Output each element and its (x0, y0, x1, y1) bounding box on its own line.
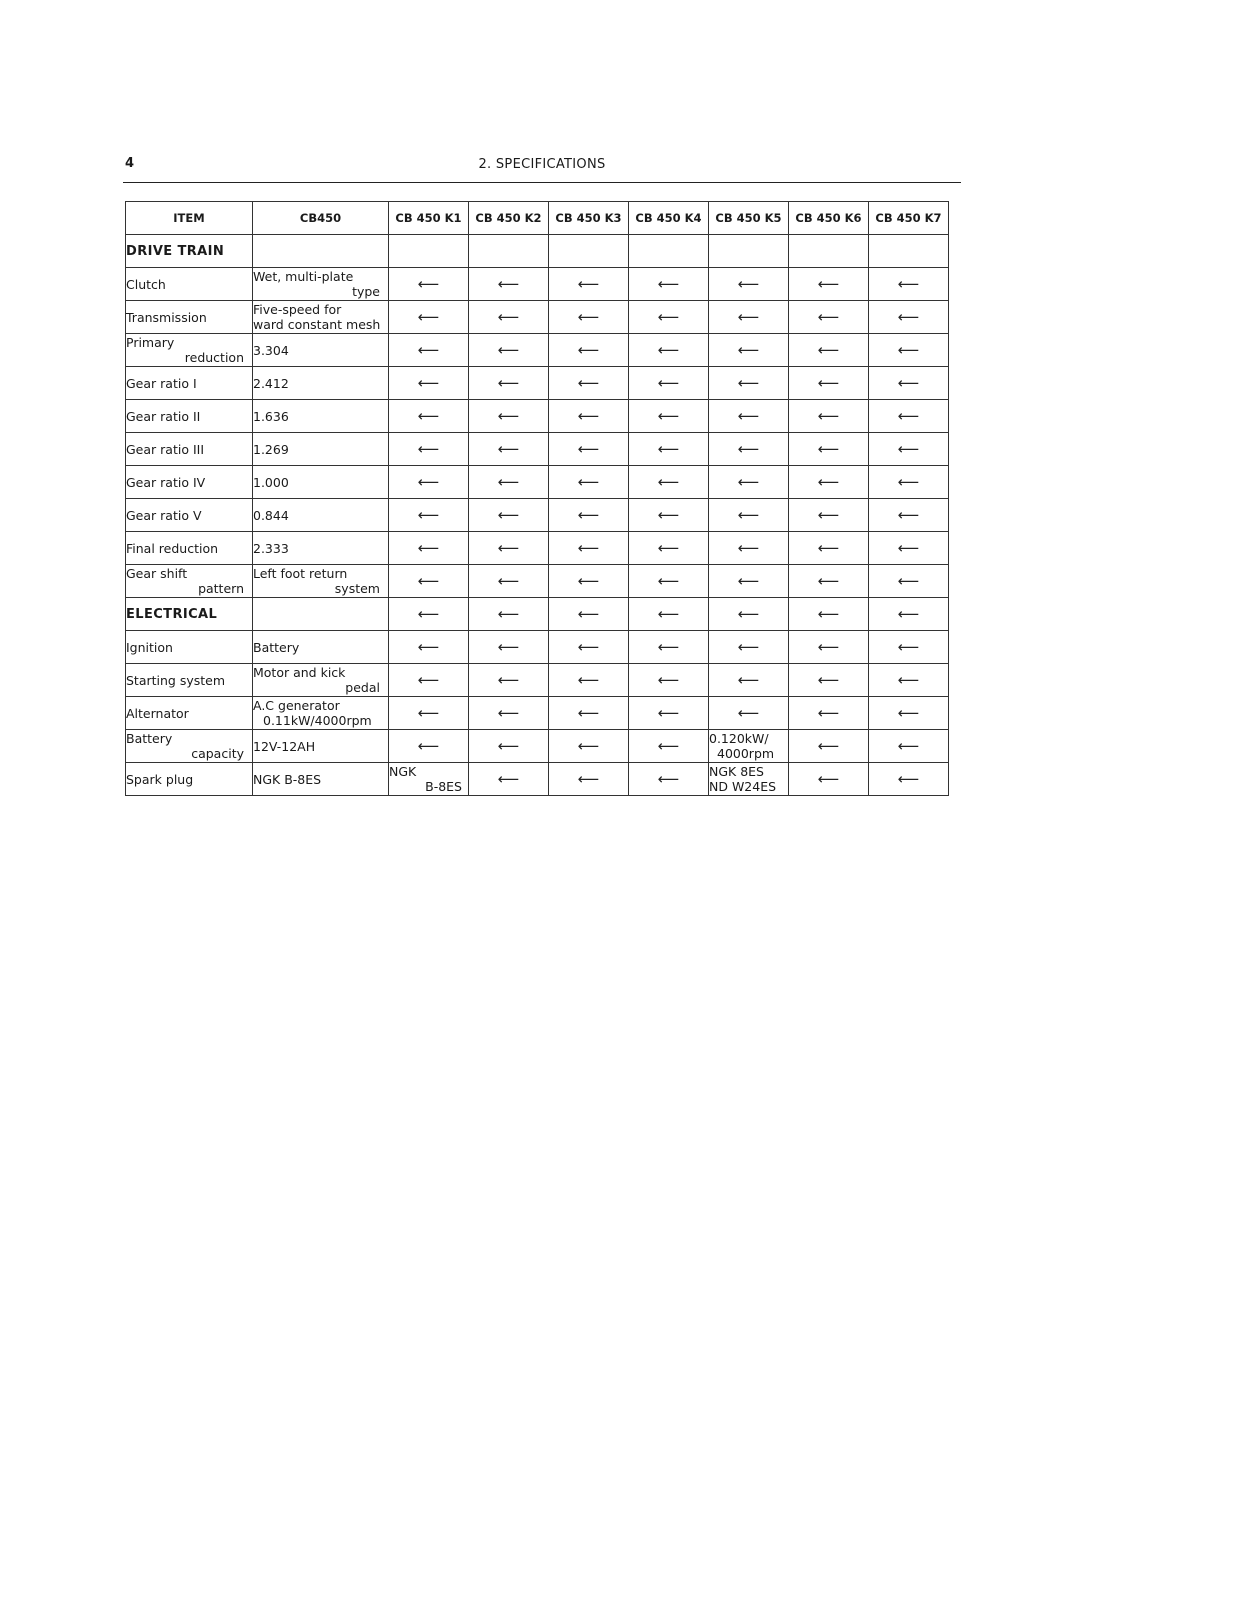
section-heading: DRIVE TRAIN (126, 235, 253, 268)
table-row (126, 565, 949, 598)
same-as-left-arrow: ⟵ (549, 400, 629, 433)
same-as-left-arrow: ⟵ (869, 532, 949, 565)
same-as-left-arrow: ⟵ (709, 433, 789, 466)
column-header: CB 450 K3 (549, 202, 629, 235)
section-heading: ELECTRICAL (126, 598, 253, 631)
base-value: 1.636 (253, 400, 389, 433)
item-label: Battery capacity (126, 730, 253, 763)
same-as-left-arrow: ⟵ (789, 664, 869, 697)
table-row (126, 499, 949, 532)
same-as-left-arrow: ⟵ (469, 367, 549, 400)
item-label: Gear ratio II (126, 400, 253, 433)
table-row (126, 334, 949, 367)
same-as-left-arrow: ⟵ (869, 697, 949, 730)
same-as-left-arrow: ⟵ (629, 598, 709, 631)
table-header-row (126, 202, 949, 235)
column-header: CB 450 K6 (789, 202, 869, 235)
same-as-left-arrow: ⟵ (869, 433, 949, 466)
same-as-left-arrow: ⟵ (469, 499, 549, 532)
column-header: CB 450 K2 (469, 202, 549, 235)
k1-value: NGK B-8ES (389, 763, 469, 796)
page-number: 4 (125, 156, 135, 171)
base-value: 2.333 (253, 532, 389, 565)
same-as-left-arrow: ⟵ (709, 301, 789, 334)
same-as-left-arrow: ⟵ (549, 466, 629, 499)
item-label: Gear ratio III (126, 433, 253, 466)
same-as-left-arrow: ⟵ (789, 565, 869, 598)
item-label: Clutch (126, 268, 253, 301)
base-value: Five-speed for ward constant mesh (253, 301, 389, 334)
same-as-left-arrow: ⟵ (629, 697, 709, 730)
same-as-left-arrow: ⟵ (709, 565, 789, 598)
table-row (126, 268, 949, 301)
same-as-left-arrow: ⟵ (709, 334, 789, 367)
item-label: Transmission (126, 301, 253, 334)
same-as-left-arrow: ⟵ (869, 466, 949, 499)
same-as-left-arrow: ⟵ (869, 499, 949, 532)
same-as-left-arrow: ⟵ (389, 466, 469, 499)
same-as-left-arrow: ⟵ (789, 400, 869, 433)
same-as-left-arrow: ⟵ (709, 466, 789, 499)
same-as-left-arrow: ⟵ (629, 532, 709, 565)
same-as-left-arrow: ⟵ (629, 400, 709, 433)
base-value: 0.844 (253, 499, 389, 532)
same-as-left-arrow: ⟵ (869, 301, 949, 334)
table-row (126, 664, 949, 697)
table-row (126, 631, 949, 664)
same-as-left-arrow: ⟵ (469, 466, 549, 499)
same-as-left-arrow: ⟵ (549, 598, 629, 631)
item-label: Primary reduction (126, 334, 253, 367)
same-as-left-arrow: ⟵ (869, 631, 949, 664)
table-row (126, 763, 949, 796)
same-as-left-arrow: ⟵ (469, 565, 549, 598)
same-as-left-arrow: ⟵ (629, 730, 709, 763)
same-as-left-arrow: ⟵ (469, 664, 549, 697)
same-as-left-arrow: ⟵ (869, 598, 949, 631)
item-label: Alternator (126, 697, 253, 730)
same-as-left-arrow: ⟵ (789, 301, 869, 334)
same-as-left-arrow: ⟵ (869, 334, 949, 367)
table-row (126, 532, 949, 565)
item-label: Final reduction (126, 532, 253, 565)
same-as-left-arrow: ⟵ (469, 697, 549, 730)
same-as-left-arrow: ⟵ (869, 400, 949, 433)
base-value: 1.269 (253, 433, 389, 466)
table-row (126, 235, 949, 268)
same-as-left-arrow: ⟵ (389, 565, 469, 598)
same-as-left-arrow: ⟵ (629, 499, 709, 532)
same-as-left-arrow: ⟵ (549, 268, 629, 301)
same-as-left-arrow: ⟵ (389, 334, 469, 367)
column-header: CB 450 K5 (709, 202, 789, 235)
same-as-left-arrow: ⟵ (789, 697, 869, 730)
item-label: Spark plug (126, 763, 253, 796)
same-as-left-arrow: ⟵ (709, 631, 789, 664)
same-as-left-arrow: ⟵ (469, 334, 549, 367)
table-row (126, 400, 949, 433)
same-as-left-arrow: ⟵ (629, 763, 709, 796)
same-as-left-arrow: ⟵ (789, 532, 869, 565)
same-as-left-arrow: ⟵ (789, 730, 869, 763)
table-row (126, 466, 949, 499)
same-as-left-arrow: ⟵ (789, 466, 869, 499)
column-header: CB 450 K4 (629, 202, 709, 235)
base-value: 2.412 (253, 367, 389, 400)
same-as-left-arrow: ⟵ (709, 598, 789, 631)
same-as-left-arrow: ⟵ (789, 499, 869, 532)
same-as-left-arrow: ⟵ (709, 697, 789, 730)
same-as-left-arrow: ⟵ (549, 631, 629, 664)
item-label: Gear shift pattern (126, 565, 253, 598)
same-as-left-arrow: ⟵ (789, 268, 869, 301)
table-row (126, 367, 949, 400)
same-as-left-arrow: ⟵ (709, 532, 789, 565)
same-as-left-arrow: ⟵ (389, 301, 469, 334)
same-as-left-arrow: ⟵ (389, 730, 469, 763)
same-as-left-arrow: ⟵ (709, 367, 789, 400)
same-as-left-arrow: ⟵ (389, 532, 469, 565)
item-label: Starting system (126, 664, 253, 697)
same-as-left-arrow: ⟵ (549, 499, 629, 532)
table-row (126, 433, 949, 466)
same-as-left-arrow: ⟵ (869, 565, 949, 598)
base-value: Wet, multi-plate type (253, 268, 389, 301)
same-as-left-arrow: ⟵ (549, 730, 629, 763)
k5-value: NGK 8ES ND W24ES (709, 763, 789, 796)
same-as-left-arrow: ⟵ (389, 631, 469, 664)
same-as-left-arrow: ⟵ (869, 730, 949, 763)
specifications-table (125, 201, 949, 796)
same-as-left-arrow: ⟵ (789, 763, 869, 796)
same-as-left-arrow: ⟵ (629, 631, 709, 664)
same-as-left-arrow: ⟵ (789, 598, 869, 631)
page-title: 2. SPECIFICATIONS (478, 157, 606, 172)
same-as-left-arrow: ⟵ (469, 730, 549, 763)
same-as-left-arrow: ⟵ (549, 301, 629, 334)
base-value: Motor and kick pedal (253, 664, 389, 697)
same-as-left-arrow: ⟵ (869, 367, 949, 400)
same-as-left-arrow: ⟵ (709, 499, 789, 532)
item-label: Gear ratio I (126, 367, 253, 400)
table-row (126, 598, 949, 631)
item-label: Gear ratio IV (126, 466, 253, 499)
same-as-left-arrow: ⟵ (549, 763, 629, 796)
same-as-left-arrow: ⟵ (389, 400, 469, 433)
same-as-left-arrow: ⟵ (389, 697, 469, 730)
same-as-left-arrow: ⟵ (789, 334, 869, 367)
same-as-left-arrow: ⟵ (469, 433, 549, 466)
same-as-left-arrow: ⟵ (709, 664, 789, 697)
base-value: 1.000 (253, 466, 389, 499)
same-as-left-arrow: ⟵ (389, 499, 469, 532)
same-as-left-arrow: ⟵ (789, 367, 869, 400)
same-as-left-arrow: ⟵ (549, 664, 629, 697)
same-as-left-arrow: ⟵ (549, 697, 629, 730)
base-value: Battery (253, 631, 389, 664)
same-as-left-arrow: ⟵ (549, 334, 629, 367)
same-as-left-arrow: ⟵ (869, 763, 949, 796)
same-as-left-arrow: ⟵ (389, 598, 469, 631)
same-as-left-arrow: ⟵ (789, 631, 869, 664)
column-header: CB450 (253, 202, 389, 235)
same-as-left-arrow: ⟵ (629, 367, 709, 400)
k5-value: 0.120kW/ 4000rpm (709, 730, 789, 763)
base-value: Left foot return system (253, 565, 389, 598)
page-header (123, 154, 961, 183)
same-as-left-arrow: ⟵ (469, 763, 549, 796)
same-as-left-arrow: ⟵ (549, 433, 629, 466)
same-as-left-arrow: ⟵ (469, 532, 549, 565)
same-as-left-arrow: ⟵ (469, 631, 549, 664)
same-as-left-arrow: ⟵ (389, 268, 469, 301)
same-as-left-arrow: ⟵ (869, 664, 949, 697)
same-as-left-arrow: ⟵ (389, 433, 469, 466)
same-as-left-arrow: ⟵ (869, 268, 949, 301)
same-as-left-arrow: ⟵ (629, 301, 709, 334)
same-as-left-arrow: ⟵ (469, 268, 549, 301)
same-as-left-arrow: ⟵ (789, 433, 869, 466)
base-value: 12V-12AH (253, 730, 389, 763)
column-header: CB 450 K7 (869, 202, 949, 235)
base-value: NGK B-8ES (253, 763, 389, 796)
same-as-left-arrow: ⟵ (709, 400, 789, 433)
table-row (126, 697, 949, 730)
same-as-left-arrow: ⟵ (549, 532, 629, 565)
column-header: CB 450 K1 (389, 202, 469, 235)
item-label: Ignition (126, 631, 253, 664)
column-header: ITEM (126, 202, 253, 235)
same-as-left-arrow: ⟵ (389, 664, 469, 697)
base-value: 3.304 (253, 334, 389, 367)
same-as-left-arrow: ⟵ (629, 664, 709, 697)
base-value: A.C generator 0.11kW/4000rpm (253, 697, 389, 730)
same-as-left-arrow: ⟵ (629, 466, 709, 499)
same-as-left-arrow: ⟵ (629, 334, 709, 367)
same-as-left-arrow: ⟵ (469, 598, 549, 631)
same-as-left-arrow: ⟵ (389, 367, 469, 400)
table-row (126, 730, 949, 763)
table-row (126, 301, 949, 334)
same-as-left-arrow: ⟵ (549, 367, 629, 400)
item-label: Gear ratio V (126, 499, 253, 532)
same-as-left-arrow: ⟵ (709, 268, 789, 301)
same-as-left-arrow: ⟵ (549, 565, 629, 598)
same-as-left-arrow: ⟵ (469, 301, 549, 334)
same-as-left-arrow: ⟵ (469, 400, 549, 433)
same-as-left-arrow: ⟵ (629, 433, 709, 466)
same-as-left-arrow: ⟵ (629, 565, 709, 598)
same-as-left-arrow: ⟵ (629, 268, 709, 301)
